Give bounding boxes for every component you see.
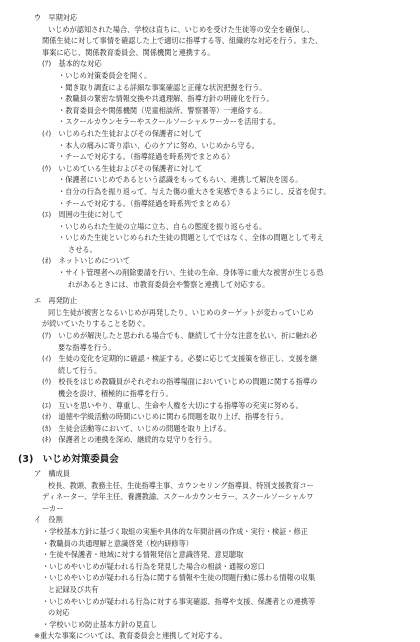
text-line: ア 構成員 [34,468,70,478]
text-line: 要な指導を行う。 [58,342,116,352]
text-line: ・教職員の共通理解と意識啓発（校内研修等） [42,538,193,548]
text-line: ・サイト管理者への削除要請を行い、生徒の生命、身体等に重大な被害が生じる恐 [58,268,324,278]
text-line: ・教職員の緊密な情報交換や共通理解、指導方針の明確化を行う。 [58,94,274,104]
text-line: 同じ生徒が被害となるいじめが再発したり、いじめのターゲットが変わっていじめ [48,307,314,317]
text-line: ・いじめやいじめが疑われる行為を発見した場合の相談・通報の窓口 [42,561,265,571]
text-line: が続いていたりすることを防ぐ。 [42,319,150,329]
text-line: ディネーター、学年主任、養護教諭、スクールカウンセラー、スクールソーシャルワ [42,492,314,502]
text-line: ・保護者にいじめであるという認識をもってもらい、連携して解決を図る。 [58,175,303,185]
text-line: ・自分の行為を振り返って、与えた傷の重大さを実感できるようにし、反省を促す。 [58,186,331,196]
text-line: (ｵ) ネットいじめについて [42,256,131,266]
text-line: と記録及び共有 [48,584,99,594]
text-line: ・いじめられた生徒の立場に立ち、自らの態度を振り返らせる。 [58,221,267,231]
text-line: (ｴ) 周囲の生徒に対して [42,210,124,220]
text-line: 校長、教頭、教務主任、生徒指導主事、カウンセリング指導員、特別支援教育コー [48,480,314,490]
text-line: れがあるときには、市教育委員会や警察と連携して対応する。 [68,279,270,289]
text-line: (ｳ) 校長をはじめ教職員がそれぞれの指導場面においていじめの問題に関する指導の [42,377,318,387]
text-line: ・学校いじめ防止基本方針の見直し [42,619,158,629]
text-line: 続して行う。 [58,365,102,375]
text-line: (ｶ) 生徒会活動等において、いじめの問題を取り上げる。 [42,423,231,433]
text-line: ・本人の痛みに寄り添い、心のケアに努め、いじめから守る。 [58,140,259,150]
text-line: ・いじめやいじめが疑われる行為に関する情報や生徒の問題行動に係わる情報の収集 [42,573,316,583]
text-line: ウ 早期対応 [34,13,78,22]
text-line: (ｱ) 基本的な対応 [42,59,102,69]
text-line: (ｱ) いじめが解決したと思われる場合でも、継続して十分な注意を払い、折に触れ必 [42,331,318,341]
text-line: (ｲ) いじめられた生徒およびその保護者に対して [42,128,203,138]
text-line: (ｴ) 互いを思いやり、尊重し、生命や人権を大切にする指導等の充実に努める。 [42,400,303,410]
text-line: (ｷ) 保護者との連携を深め、継続的な見守りを行う。 [42,435,217,445]
text-line: ・スクールカウンセラーやスクールソーシャルワーカーを活用する。 [58,117,281,127]
text-line: エ 再発防止 [34,296,78,306]
text-line: ーカー [42,503,64,513]
text-line: ・チームで対応する。（指導経過を時系列でまとめる） [58,198,235,208]
text-line: ・チームで対応する。（指導経過を時系列でまとめる） [58,152,235,162]
text-line: イ 役割 [34,515,63,525]
text-line: いじめが認知された場合、学校は直ちに、いじめを受けた生徒等の安全を確保し、 [48,24,314,34]
text-line: ※重大な事案については、教育委員会と連携して対応する。 [34,631,227,641]
text-line: ・いじめやいじめが疑われる行為に対する事実確認、指導や支援、保護者との連携等 [42,596,316,606]
text-line: (ｳ) いじめている生徒およびその保護者に対して [42,163,203,173]
text-line: 事案に応じ、関係教育委員会、関係機関と連携する。 [42,47,215,57]
text-line: ・聞き取り調査による詳細な事案確認と正確な状況把握を行う。 [58,82,267,92]
text-line: 関係生徒に対して事情を確認した上で適切に指導する等、組織的な対応を行う。また、 [42,36,323,46]
text-line: (ｵ) 道徳や学級活動の時間にいじめに関わる問題を取り上げ、指導を行う。 [42,412,289,422]
text-line: ・教育委員会や関係機関（児童相談所、警察署等）一連絡する。 [58,105,267,115]
text-line: ・生徒や保護者・地域に対する情報発信と意識啓発、意見聴取 [42,550,244,560]
text-line: (ｲ) 生徒の変化を定期的に確認・検証する。必要に応じて支援策を修正し、支援を継 [42,354,318,364]
text-line: 機会を設け、積極的に指導を行う。 [58,389,173,398]
text-line: ・学校基本方針に基づく取組の実施や具体的な年間計画の作成・実行・検証・修正 [42,526,308,536]
text-line: させる。 [68,244,97,254]
text-line: ・いじめ対策委員会を開く。 [58,70,152,80]
section-heading: (3) いじめ対策委員会 [18,453,119,465]
paragraph-gap [34,446,400,451]
text-line: ・いじめた生徒といじめられた生徒の問題としてではなく、全体の問題として考え [58,233,324,243]
text-line: の対応 [48,608,70,618]
